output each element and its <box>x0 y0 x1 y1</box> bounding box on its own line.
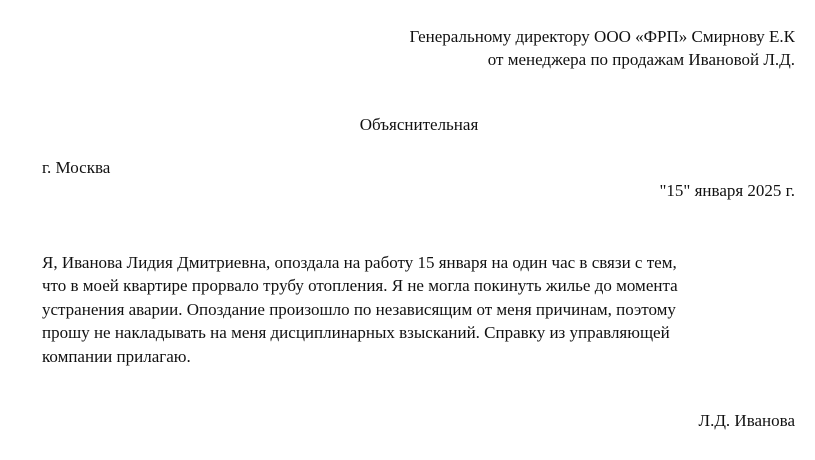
city-line: г. Москва <box>42 158 111 177</box>
sender-line: от менеджера по продажам Ивановой Л.Д. <box>487 50 795 69</box>
explanation-body <box>42 251 802 368</box>
body-line-5: компании прилагаю. <box>42 346 191 366</box>
addressee-line: Генеральному директору ООО «ФРП» Смирнову Е.К <box>409 27 795 46</box>
signature-line: Л.Д. Иванова <box>698 411 795 430</box>
date-line: "15" января 2025 г. <box>659 181 795 200</box>
document-title: Объяснительная <box>359 115 479 134</box>
body-line-1: Я, Иванова Лидия Дмитриевна, опоздала на работу 15 января на один час в связи с тем, <box>42 253 677 272</box>
body-line-3: устранения аварии. Опоздание произошло по независящим от меня причинам, поэтому <box>42 299 676 319</box>
body-line-2: что в моей квартире прорвало трубу отопления. Я не могла покинуть жилье до момента <box>42 276 678 296</box>
body-line-4: прошу не накладывать на меня дисциплинарных взысканий. Справку из управляющей <box>42 323 670 343</box>
